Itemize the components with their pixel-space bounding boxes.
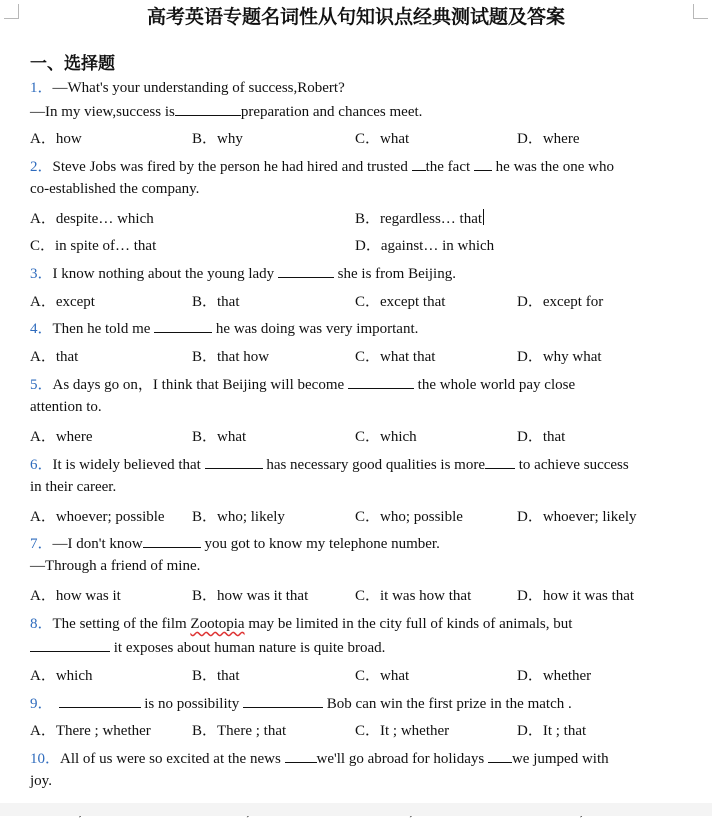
option-d: D．except for: [517, 294, 604, 310]
question-4: 4．Then he told me he was doing was very important.: [30, 321, 419, 337]
option-c: C．what that: [355, 349, 436, 365]
question-7-answer-line: —Through a friend of mine.: [30, 558, 201, 574]
question-2: 2．Steve Jobs was fired by the person he had hired and trusted the fact he was the one who: [30, 159, 614, 175]
option-c: C．It ; whether: [355, 723, 450, 739]
option-d: D．that: [517, 429, 566, 445]
option-a: A．There ; whether: [30, 723, 151, 739]
option-d: D．where: [517, 131, 580, 147]
option-a: A．despite… which: [30, 211, 154, 227]
option-b: B．that: [192, 294, 240, 310]
option-b: B．There ; that: [192, 723, 287, 739]
text-cursor: [483, 209, 484, 225]
option-a: A．how: [30, 131, 82, 147]
option-c: C．who; possible: [355, 509, 463, 525]
option-d: D．against… in which: [355, 238, 495, 254]
question-1-line2: —In my view,success is preparation and chances meet.: [30, 104, 423, 120]
option-d: D．whoever; likely: [517, 509, 637, 525]
question-10-continuation: joy.: [30, 773, 52, 789]
option-c: C．which: [355, 429, 417, 445]
question-10: 10．All of us were so excited at the news we'll go abroad for holidays we jumped with: [30, 751, 609, 767]
question-1: 1．—What's your understanding of success,Robert?: [30, 80, 345, 96]
option-b: B．that: [192, 668, 240, 684]
option-a: A．except: [30, 294, 95, 310]
question-8-continuation: it exposes about human nature is quite broad.: [30, 638, 385, 657]
question-9: 9． is no possibility Bob can win the first prize in the match .: [30, 696, 572, 712]
section-heading: 一、选择题: [30, 54, 115, 73]
option-d: D．how it was that: [517, 588, 635, 604]
option-d: D．whether: [517, 668, 592, 684]
question-7: 7．—I don't know you got to know my telephone number.: [30, 536, 440, 552]
film-title: Zootopia: [190, 616, 245, 632]
option-a: A．which: [30, 668, 93, 684]
option-a: A．where: [30, 429, 93, 445]
option-b: B．why: [192, 131, 243, 147]
option-d: D．It ; that: [517, 723, 587, 739]
question-5-continuation: attention to.: [30, 399, 102, 415]
question-2-continuation: co-established the company.: [30, 181, 200, 197]
option-b: B．that how: [192, 349, 270, 365]
option-a: A．that: [30, 349, 79, 365]
option-c: C．except that: [355, 294, 446, 310]
option-b: B．what: [192, 429, 247, 445]
option-b: B．who; likely: [192, 509, 285, 525]
option-c: C．in spite of… that: [30, 238, 157, 254]
option-c: C．what: [355, 668, 410, 684]
option-c: C．what: [355, 131, 410, 147]
option-c: C．it was how that: [355, 588, 472, 604]
question-6-continuation: in their career.: [30, 479, 117, 495]
option-b: B．how was it that: [192, 588, 309, 604]
question-8: 8．The setting of the film Zootopia may be limited in the city full of kinds of animals, but: [30, 616, 573, 632]
question-6: 6．It is widely believed that has necessary good qualities is more to achieve success: [30, 457, 629, 473]
option-a: A．whoever; possible: [30, 509, 165, 525]
question-3: 3．I know nothing about the young lady she is from Beijing.: [30, 266, 456, 282]
option-a: A．how was it: [30, 588, 121, 604]
option-d: D．why what: [517, 349, 602, 365]
document-title: 高考英语专题名词性从句知识点经典测试题及答案: [146, 7, 565, 28]
option-b: B．regardless… that: [355, 211, 483, 227]
page-bottom-edge: [0, 803, 712, 816]
question-5: 5．As days go on，I think that Beijing will become the whole world pay close: [30, 377, 576, 393]
